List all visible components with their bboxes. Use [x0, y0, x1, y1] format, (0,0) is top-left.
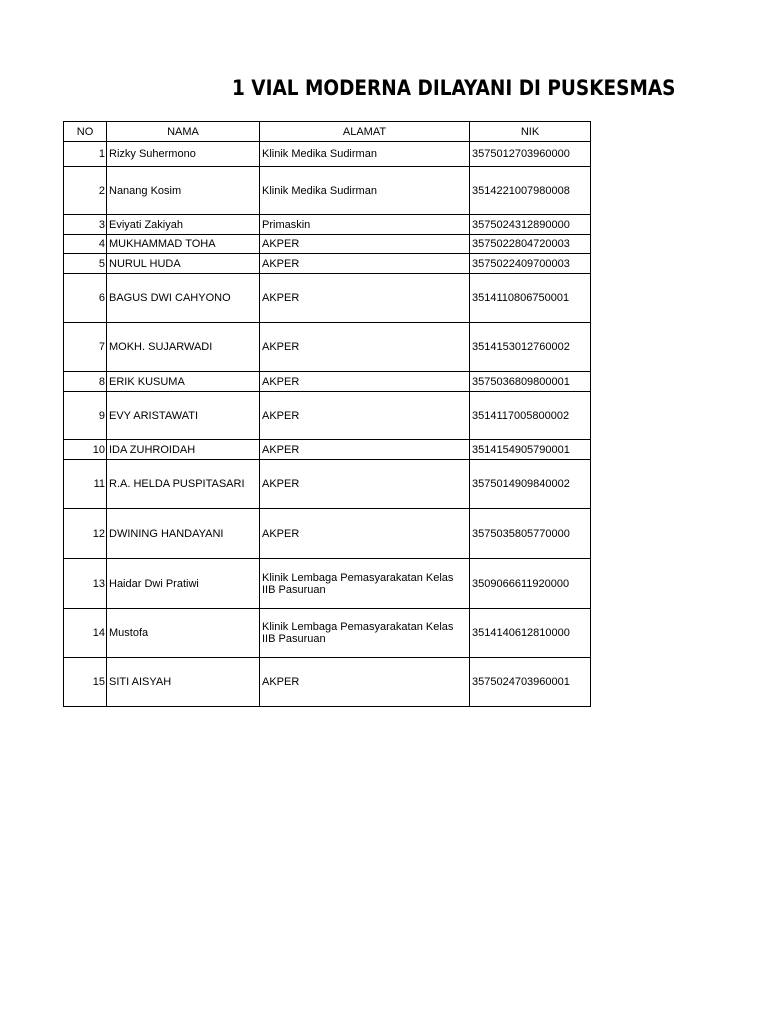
- cell-nama: EVY ARISTAWATI: [107, 392, 260, 440]
- cell-no: 5: [64, 254, 107, 274]
- cell-alamat: AKPER: [260, 658, 470, 707]
- table-row: [64, 609, 591, 658]
- cell-nik: 3575014909840002: [470, 460, 591, 509]
- title-area: [0, 72, 676, 108]
- cell-alamat: AKPER: [260, 509, 470, 559]
- table-row: [64, 274, 591, 323]
- cell-alamat: AKPER: [260, 392, 470, 440]
- cell-no: 10: [64, 440, 107, 460]
- cell-no: 11: [64, 460, 107, 509]
- cell-nik: 3575024312890000: [470, 215, 591, 235]
- cell-no: 12: [64, 509, 107, 559]
- table-row: [64, 372, 591, 392]
- cell-nik: 3575022409700003: [470, 254, 591, 274]
- cell-nama: MUKHAMMAD TOHA: [107, 235, 260, 254]
- cell-nik: 3509066611920000: [470, 559, 591, 609]
- cell-nama: DWINING HANDAYANI: [107, 509, 260, 559]
- cell-alamat: AKPER: [260, 440, 470, 460]
- cell-nama: Rizky Suhermono: [107, 142, 260, 167]
- table-row: [64, 658, 591, 707]
- cell-no: 9: [64, 392, 107, 440]
- cell-no: 6: [64, 274, 107, 323]
- header-nik: NIK: [470, 122, 591, 142]
- table-row: [64, 460, 591, 509]
- table-header-row: [64, 122, 591, 142]
- cell-no: 15: [64, 658, 107, 707]
- cell-no: 7: [64, 323, 107, 372]
- cell-nama: Eviyati Zakiyah: [107, 215, 260, 235]
- header-nama: NAMA: [107, 122, 260, 142]
- header-no: NO: [64, 122, 107, 142]
- cell-nama: NURUL HUDA: [107, 254, 260, 274]
- cell-alamat: Klinik Medika Sudirman: [260, 167, 470, 215]
- cell-no: 4: [64, 235, 107, 254]
- cell-alamat: Primaskin: [260, 215, 470, 235]
- document-title: 1 VIAL MODERNA DILAYANI DI PUSKESMAS: [232, 76, 676, 100]
- cell-no: 1: [64, 142, 107, 167]
- table-row: [64, 167, 591, 215]
- cell-no: 2: [64, 167, 107, 215]
- cell-alamat: Klinik Lembaga Pemasyarakatan Kelas IIB Pasuruan: [260, 559, 470, 609]
- cell-nik: 3514140612810000: [470, 609, 591, 658]
- cell-nik: 3514117005800002: [470, 392, 591, 440]
- cell-no: 8: [64, 372, 107, 392]
- table-row: [64, 509, 591, 559]
- cell-alamat: AKPER: [260, 460, 470, 509]
- cell-nama: IDA ZUHROIDAH: [107, 440, 260, 460]
- cell-nama: MOKH. SUJARWADI: [107, 323, 260, 372]
- cell-nik: 3514110806750001: [470, 274, 591, 323]
- table-row: [64, 440, 591, 460]
- cell-alamat: AKPER: [260, 372, 470, 392]
- cell-nik: 3575012703960000: [470, 142, 591, 167]
- cell-no: 13: [64, 559, 107, 609]
- cell-nama: BAGUS DWI CAHYONO: [107, 274, 260, 323]
- cell-nik: 3575035805770000: [470, 509, 591, 559]
- table-row: [64, 142, 591, 167]
- cell-alamat: AKPER: [260, 254, 470, 274]
- table-body: [64, 142, 591, 707]
- cell-nama: ERIK KUSUMA: [107, 372, 260, 392]
- table-row: [64, 323, 591, 372]
- cell-nama: R.A. HELDA PUSPITASARI: [107, 460, 260, 509]
- cell-alamat: Klinik Lembaga Pemasyarakatan Kelas IIB Pasuruan: [260, 609, 470, 658]
- cell-nik: 3514154905790001: [470, 440, 591, 460]
- cell-nik: 3514221007980008: [470, 167, 591, 215]
- cell-nik: 3575036809800001: [470, 372, 591, 392]
- cell-nama: Nanang Kosim: [107, 167, 260, 215]
- cell-nik: 3575024703960001: [470, 658, 591, 707]
- header-alamat: ALAMAT: [260, 122, 470, 142]
- cell-no: 3: [64, 215, 107, 235]
- table-row: [64, 559, 591, 609]
- cell-alamat: AKPER: [260, 274, 470, 323]
- cell-alamat: AKPER: [260, 235, 470, 254]
- cell-nama: SITI AISYAH: [107, 658, 260, 707]
- cell-alamat: Klinik Medika Sudirman: [260, 142, 470, 167]
- cell-nama: Mustofa: [107, 609, 260, 658]
- vaccination-table: [63, 121, 591, 707]
- table-row: [64, 235, 591, 254]
- table-row: [64, 254, 591, 274]
- cell-nik: 3575022804720003: [470, 235, 591, 254]
- table-row: [64, 392, 591, 440]
- cell-nama: Haidar Dwi Pratiwi: [107, 559, 260, 609]
- cell-nik: 3514153012760002: [470, 323, 591, 372]
- cell-alamat: AKPER: [260, 323, 470, 372]
- cell-no: 14: [64, 609, 107, 658]
- table-row: [64, 215, 591, 235]
